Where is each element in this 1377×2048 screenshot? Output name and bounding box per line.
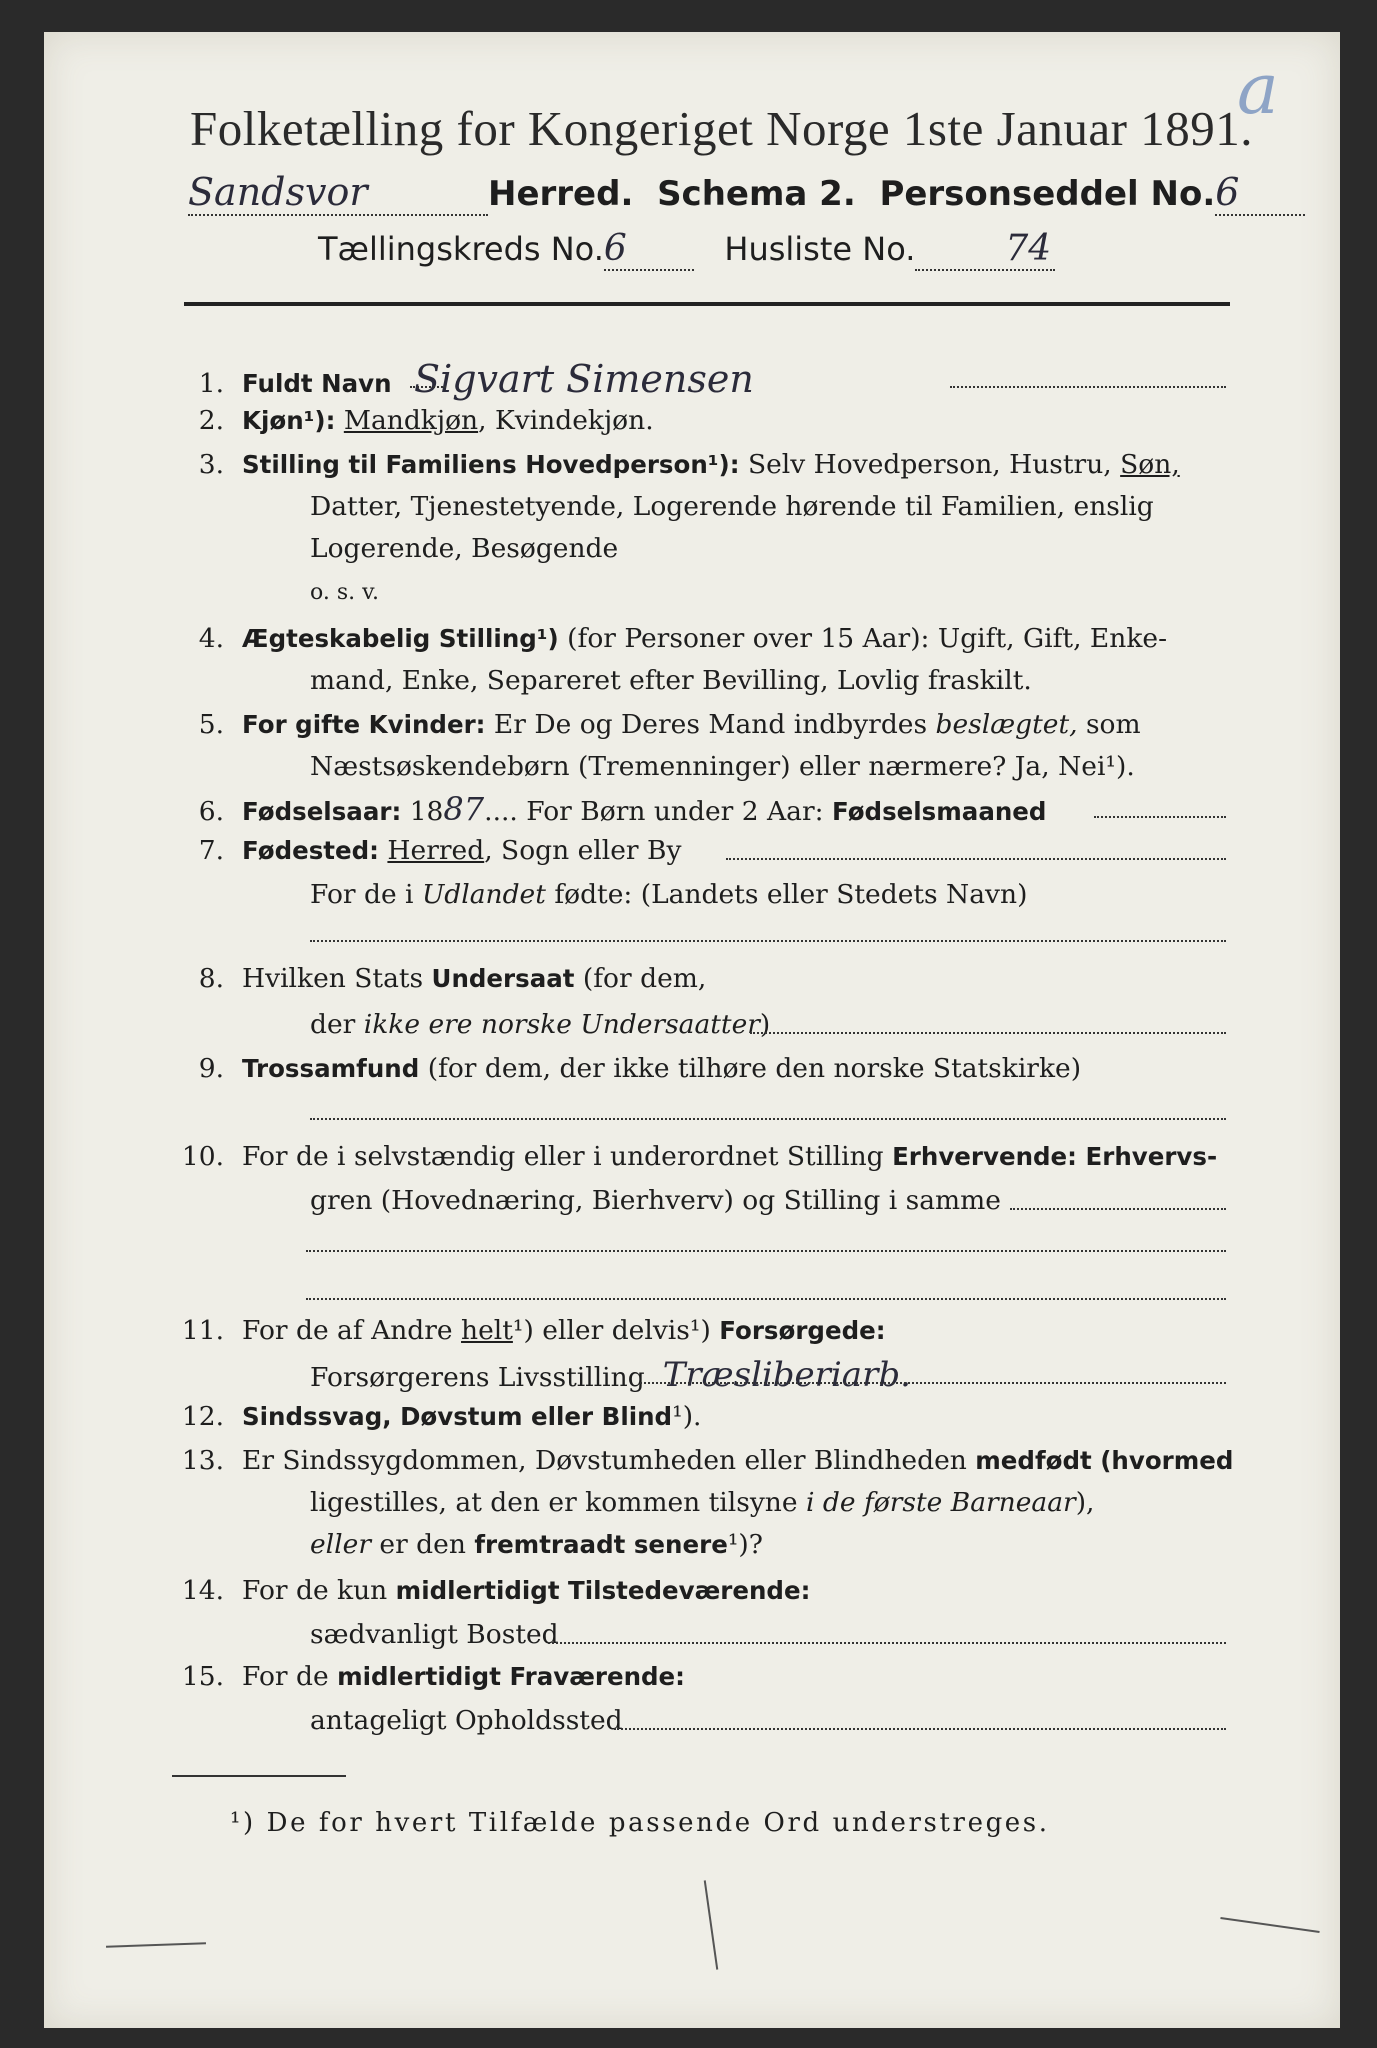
fill-line <box>548 1640 1226 1644</box>
item-7: 7. Fødested: Herred, Sogn eller By <box>198 835 682 866</box>
item-14: 14. For de kun midlertidigt Tilstedeværende: <box>181 1575 811 1606</box>
item-12: 12. Sindssvag, Døvstum eller Blind¹). <box>181 1401 702 1432</box>
item-5: 5. For gifte Kvinder: Er De og Deres Mand indbyrdes beslægtet, som <box>198 709 1141 740</box>
header-line-2 <box>188 170 1268 230</box>
fodselsaar-value: 87 <box>443 790 485 828</box>
forsorgede-selected: helt <box>461 1315 513 1346</box>
herred-value: Sandsvor <box>188 170 368 214</box>
fuldt-navn-value: Sigvart Simensen <box>414 357 754 401</box>
item-2: 2. Kjøn¹): Mandkjøn, Kvindekjøn. <box>198 405 654 436</box>
item-3: 3. Stilling til Familiens Hovedperson¹): Selv Hovedperson, Hustru, Søn, <box>198 449 1180 480</box>
item-8: 8. Hvilken Stats Undersaat (for dem, <box>198 963 707 994</box>
taellingskreds-value: 6 <box>603 228 627 269</box>
fill-line <box>726 856 1226 860</box>
footnote: ¹) De for hvert Tilfælde passende Ord understreges. <box>230 1808 1050 1838</box>
footnote-rule <box>172 1775 346 1777</box>
fill-line <box>1010 1206 1226 1210</box>
personseddel-value: 6 <box>1215 170 1240 214</box>
husliste-label: Husliste No. <box>724 230 916 268</box>
fill-line <box>410 384 446 388</box>
item-9: 9. Trossamfund (for dem, der ikke tilhøre den norske Statskirke) <box>198 1053 1082 1084</box>
header-rule <box>184 302 1230 306</box>
item-11: 11. For de af Andre helt¹) eller delvis¹) Forsørgede: <box>181 1315 886 1346</box>
form-title: Folketælling for Kongeriget Norge 1ste Januar 1891. <box>190 101 1253 156</box>
fill-line <box>750 1030 1226 1034</box>
item-1: 1. Fuldt Navn Sigvart Simensen <box>198 357 754 401</box>
taellingskreds-label: Tællingskreds No. <box>318 230 604 268</box>
fill-line <box>310 938 1226 942</box>
fill-line <box>306 1248 1226 1252</box>
header-line-3 <box>318 228 1218 284</box>
herred-label: Herred. <box>488 174 634 214</box>
fill-line <box>1094 814 1226 818</box>
fill-line <box>614 1726 1226 1730</box>
fill-line <box>640 1380 1226 1384</box>
stilling-selected: Søn, <box>1120 449 1180 480</box>
item-15: 15. For de midlertidigt Fraværende: <box>181 1661 685 1692</box>
personseddel-label: Personseddel No. <box>879 174 1216 214</box>
item-10: 10. For de i selvstændig eller i underordnet Stilling Erhvervende: Erhvervs- <box>181 1141 1218 1172</box>
husliste-value: 74 <box>1005 228 1052 269</box>
fill-line <box>950 384 1226 388</box>
item-13: 13. Er Sindssygdommen, Døvstumheden eller Blindheden medfødt (hvormed <box>181 1445 1234 1476</box>
fill-line <box>306 1296 1226 1300</box>
forsorger-value: Træsliberiarb. <box>662 1355 911 1395</box>
schema-label: Schema 2. <box>657 174 856 214</box>
fill-line <box>310 1116 1226 1120</box>
fodested-selected: Herred <box>387 835 485 866</box>
item-6: 6. Fødselsaar: 1887.... For Børn under 2 Aar: Fødselsmaaned <box>198 790 1047 828</box>
kjon-selected: Mandkjøn <box>343 405 479 436</box>
handwritten-mark: a <box>1237 48 1279 130</box>
item-4: 4. Ægteskabelig Stilling¹) (for Personer over 15 Aar): Ugift, Gift, Enke- <box>198 623 1168 654</box>
